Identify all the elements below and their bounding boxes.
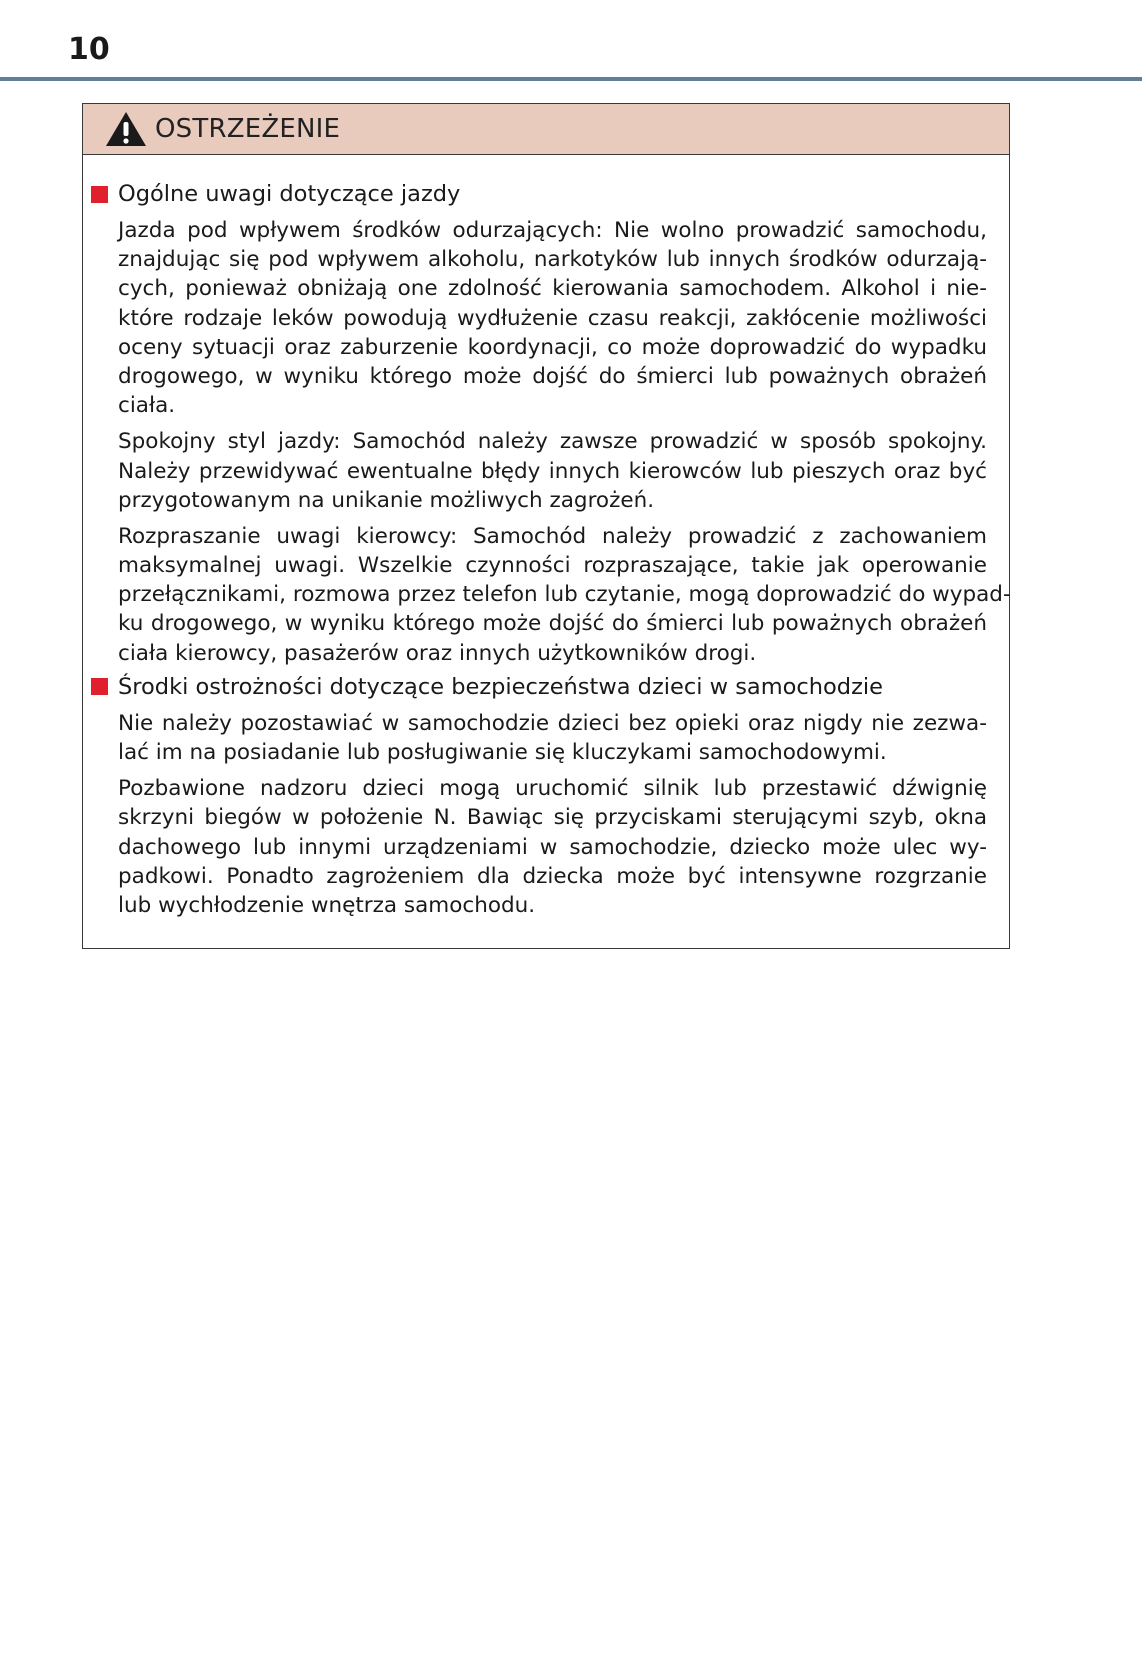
paragraph	[118, 709, 987, 767]
warning-header	[83, 104, 1009, 155]
text-line: dachowego lub innymi urządzeniami w samochodzie, dziecko może ulec wy-	[118, 834, 987, 860]
text-line: cych, ponieważ obniżają one zdolność kierowania samochodem. Alkohol i nie-	[118, 276, 987, 302]
text-line: Pozbawione nadzoru dzieci mogą uruchomić silnik lub przestawić dźwignię	[118, 776, 987, 802]
text-line: ku drogowego, w wyniku którego może dojść do śmierci lub poważnych obrażeń	[118, 611, 987, 637]
paragraph	[118, 427, 987, 515]
text-line: przygotowanym na unikanie możliwych zagrożeń.	[118, 487, 655, 513]
header-rule	[0, 77, 1142, 81]
text-line: Nie należy pozostawiać w samochodzie dzieci bez opieki oraz nigdy nie zezwa-	[118, 710, 987, 736]
paragraph	[118, 522, 1011, 668]
red-square-bullet-icon	[91, 186, 108, 203]
text-line: oceny sytuacji oraz zaburzenie koordynacji, co może doprowadzić do wypadku	[118, 334, 987, 360]
text-line: przełącznikami, rozmowa przez telefon lub czytanie, mogą doprowadzić do wypad-	[118, 582, 1011, 608]
paragraph	[118, 216, 987, 420]
red-square-bullet-icon	[91, 678, 108, 695]
warning-triangle-icon	[105, 111, 147, 147]
text-line: skrzyni biegów w położenie N. Bawiąc się przyciskami sterującymi szyb, okna	[118, 805, 987, 831]
page-number: 10	[68, 32, 110, 67]
warning-box	[82, 103, 1010, 949]
text-line: ciała kierowcy, pasażerów oraz innych użytkowników drogi.	[118, 640, 757, 666]
text-line: które rodzaje leków powodują wydłużenie czasu reakcji, zakłócenie możliwości	[118, 305, 987, 331]
text-line: Jazda pod wpływem środków odurzających: Nie wolno prowadzić samochodu,	[118, 218, 987, 243]
text-line: lać im na posiadanie lub posługiwanie się kluczykami samochodowymi.	[118, 740, 887, 765]
text-line: Należy przewidywać ewentualne błędy innych kierowców lub pieszych oraz być	[118, 458, 987, 484]
text-line: maksymalnej uwagi. Wszelkie czynności rozpraszające, takie jak operowanie	[118, 553, 987, 579]
text-line: ciała.	[118, 393, 176, 419]
text-line: drogowego, w wyniku którego może dojść do śmierci lub poważnych obrażeń	[118, 363, 987, 389]
text-line: Spokojny styl jazdy: Samochód należy zawsze prowadzić w sposób spokojny.	[118, 429, 987, 455]
section-title	[91, 672, 987, 702]
paragraph	[118, 774, 987, 920]
warning-content	[83, 155, 1009, 920]
text-line: lub wychłodzenie wnętrza samochodu.	[118, 892, 536, 918]
section-title-text: Środki ostrożności dotyczące bezpieczeństwa dzieci w samochodzie	[118, 673, 883, 700]
text-line: Rozpraszanie uwagi kierowcy: Samochód należy prowadzić z zachowaniem	[118, 523, 987, 549]
section-title	[91, 179, 987, 209]
text-line: padkowi. Ponadto zagrożeniem dla dziecka może być intensywne rozgrzanie	[118, 863, 987, 889]
text-line: znajdując się pod wpływem alkoholu, narkotyków lub innych środków odurzają-	[118, 247, 987, 273]
warning-title: OSTRZEŻENIE	[155, 114, 341, 144]
section-title-text: Ogólne uwagi dotyczące jazdy	[118, 181, 461, 207]
